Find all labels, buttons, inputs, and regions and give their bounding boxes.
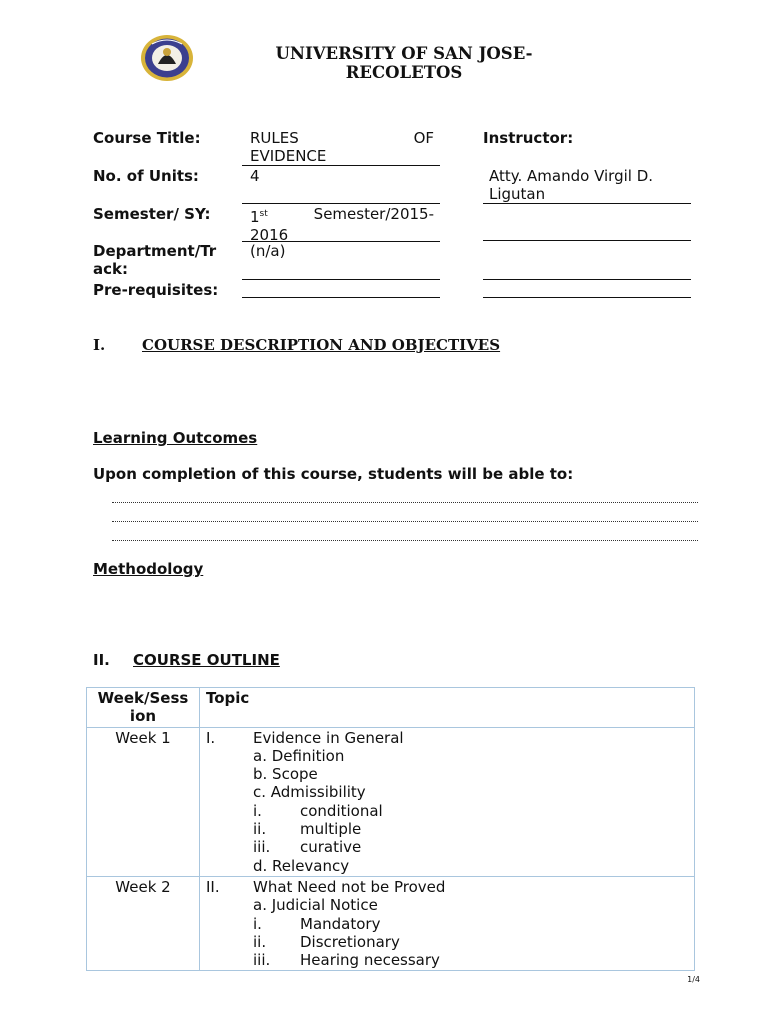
- header-week-line-1: Week/Sess: [97, 689, 189, 707]
- department-label-line-1: Department/Tr: [93, 242, 217, 260]
- list-item-number: ii.: [253, 932, 267, 951]
- units-label: No. of Units:: [93, 167, 199, 185]
- topic-title: Evidence in General: [253, 728, 404, 747]
- page-title: [200, 44, 608, 82]
- topic-numeral: I.: [206, 728, 216, 747]
- table-row: [87, 727, 695, 876]
- upon-completion-text: Upon completion of this course, students will be able to:: [93, 465, 574, 483]
- week-cell: Week 1: [87, 727, 200, 876]
- section-2-numeral: II.: [93, 651, 110, 669]
- semester-year: 2016: [250, 226, 289, 244]
- list-item: a. Definition: [253, 746, 345, 765]
- list-item: [206, 802, 688, 820]
- instructor-label: Instructor:: [483, 129, 574, 147]
- list-item: a. Judicial Notice: [253, 896, 378, 915]
- section-2-heading: COURSE OUTLINE: [133, 651, 280, 669]
- semester-value: [242, 205, 440, 242]
- list-item-number: i.: [253, 914, 262, 933]
- course-title-word-rules: RULES: [250, 129, 299, 147]
- header-topic-cell: Topic: [200, 688, 695, 728]
- list-item-number: iii.: [253, 951, 271, 970]
- list-item: [206, 915, 688, 933]
- section-1-heading: COURSE DESCRIPTION AND OBJECTIVES: [142, 336, 501, 354]
- list-item: [206, 820, 688, 838]
- units-number: 4: [250, 167, 260, 185]
- topic-cell: [200, 727, 695, 876]
- semester-text: Semester/2015-: [313, 205, 434, 223]
- course-title-word-evidence: EVIDENCE: [250, 147, 327, 165]
- dotted-line-2: [112, 521, 698, 522]
- department-label-line-2: ack:: [93, 260, 128, 278]
- list-item: [206, 838, 688, 856]
- prerequisites-value: [242, 281, 440, 298]
- department-label: [93, 242, 216, 278]
- methodology-heading: Methodology: [93, 560, 204, 578]
- topic-cell: [200, 876, 695, 970]
- semester-suffix: st: [259, 209, 268, 219]
- week-cell: Week 2: [87, 876, 200, 970]
- list-item-number: ii.: [253, 820, 267, 839]
- instructor-name-line-1: Atty. Amando Virgil D.: [489, 167, 654, 185]
- list-item-text: curative: [300, 838, 362, 857]
- list-item: d. Relevancy: [253, 856, 350, 875]
- list-item: [206, 933, 688, 951]
- table-row: [87, 876, 695, 970]
- dotted-line-1: [112, 502, 698, 503]
- title-line-2: RECOLETOS: [345, 63, 463, 82]
- course-title-word-of: OF: [413, 129, 434, 147]
- list-item-number: i.: [253, 801, 262, 820]
- instructor-blank-line-3: [483, 281, 691, 298]
- title-line-1: UNIVERSITY OF SAN JOSE-: [275, 44, 533, 63]
- learning-outcomes-heading: Learning Outcomes: [93, 429, 258, 447]
- department-value: [242, 242, 440, 280]
- list-item-text: multiple: [300, 820, 362, 839]
- units-value: [242, 167, 440, 204]
- table-header-row: [87, 688, 695, 728]
- list-item-text: Mandatory: [300, 914, 381, 933]
- list-item-text: conditional: [300, 801, 383, 820]
- department-text: (n/a): [250, 242, 286, 260]
- prerequisites-label: Pre-requisites:: [93, 281, 219, 299]
- list-item-text: Hearing necessary: [300, 951, 440, 970]
- topic-title: What Need not be Proved: [253, 877, 446, 896]
- header-week-line-2: ion: [129, 707, 157, 726]
- instructor-blank-line-2: [483, 242, 691, 280]
- semester-label: Semester/ SY:: [93, 205, 211, 223]
- course-title-label: Course Title:: [93, 129, 201, 147]
- course-title-value: [242, 129, 440, 166]
- section-1-numeral: I.: [93, 336, 106, 354]
- instructor-blank-line-1: [483, 205, 691, 241]
- instructor-value: [483, 167, 691, 204]
- dotted-line-3: [112, 540, 698, 541]
- list-item: b. Scope: [253, 765, 318, 784]
- list-item: c. Admissibility: [253, 783, 366, 802]
- topic-numeral: II.: [206, 877, 220, 896]
- university-seal-icon: [140, 34, 194, 82]
- semester-number: 1: [250, 208, 260, 226]
- page-number: 1/4: [687, 975, 700, 984]
- list-item: [206, 951, 688, 969]
- header-week-cell: [87, 688, 200, 728]
- course-outline-table: [86, 687, 695, 971]
- instructor-name-line-2: Ligutan: [489, 185, 546, 203]
- list-item-text: Discretionary: [300, 932, 400, 951]
- list-item-number: iii.: [253, 838, 271, 857]
